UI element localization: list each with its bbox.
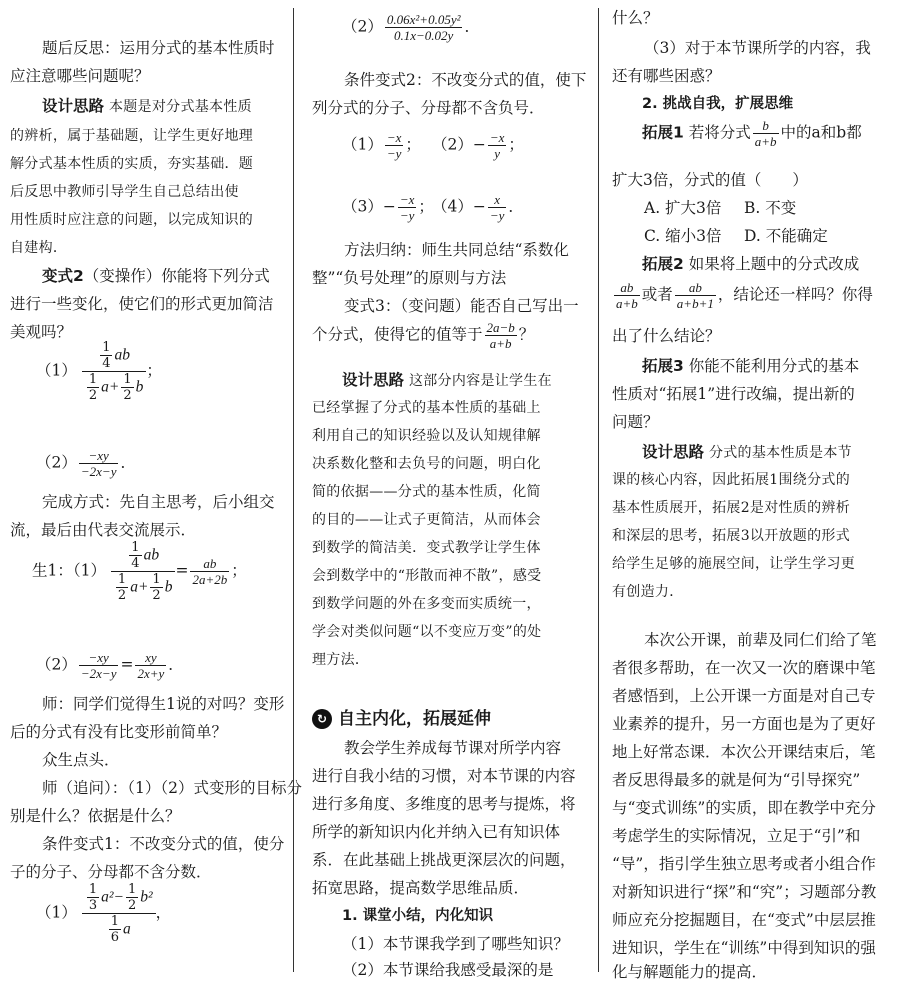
variant2-expression-1: （1） $\frac{1}{4}$ ab $\frac{1}{2}$ a+ $\frac{1}{2}$ b ； [36,340,162,403]
design-line: 和深层的思考，拓展3以开放题的形式 [612,528,851,544]
design-line: 学会对类似问题“以不变应万变”的处 [312,624,542,640]
extension-3-line: 性质对“拓展1”进行改编，提出新的 [612,385,855,403]
design-line: 到数学问题的外在多变而实质统一， [312,596,541,612]
column-divider-2 [598,8,599,972]
closing-line: 者感悟到，上公开课一方面是对自己专 [612,687,876,705]
variant2-line-3: 美观吗？ [10,323,73,341]
condition2-expr-2: （2）− $\frac{-x}{y}$ ； [432,130,524,161]
question-2-end: 什么？ [612,9,659,27]
condition2-line-1: 条件变式2：不改变分式的值，使下 [344,71,587,89]
design-line: 利用自己的知识经验以及认知规律解 [312,428,541,444]
extension-1: 拓展1 若将分式 $\frac{b}{a+b}$ 中的a和b都 [642,118,862,149]
design-line: 基本性质展开，拓展2是对性质的辨析 [612,500,851,516]
column-2 [312,0,590,979]
condition1-expression-2: （2） $\frac{\text{0.06x²+0.05y²}}{0.1x-0.02y}$ ． [342,12,480,43]
method-line-1: 方法归纳：师生共同总结“系数化 [344,241,569,259]
option-d: D. 不能确定 [744,227,828,245]
design-line: 理方法． [312,652,370,668]
condition2-line-2: 列分式的分子、分母都不含负号． [312,99,545,117]
design-line: 用性质时应注意的问题，以完成知识的 [10,212,254,228]
variant2-expression-2: （2） $\frac{-xy}{-2x-y}$ ． [36,448,136,479]
closing-line: “导”，指引学生独立思考或者小组合作 [612,855,876,873]
design-line: 课的核心内容，因此拓展1围绕分式的 [612,472,851,488]
question-2: （2）本节课给我感受最深的是 [342,961,554,979]
column-1 [10,0,302,975]
design-line: 自建构． [10,240,68,256]
variant3-line-1: 变式3：（变问题）能否自己写出一 [344,297,579,315]
closing-line: 师应充分挖掘题目，在“变式”中层层推 [612,911,876,929]
extension-3: 拓展3 你能不能利用分式的基本 [642,357,860,375]
option-a: A. 扩大3倍 [644,199,722,217]
reflection-line-1: 题后反思：运用分式的基本性质时 [42,39,275,57]
design-line: 会到数学中的“形散而神不散”，感受 [312,568,542,584]
design-line: 的目的——让式子更简洁，从而体会 [312,512,541,528]
condition1-line-1: 条件变式1：不改变分式的值，使分 [42,835,285,853]
subheading-summary: 1. 课堂小结，内化知识 [342,908,494,924]
closing-line: 业素养的提升，另一方面也是为了更好 [612,715,876,733]
closing-line: 与“变式训练”的实质，即在教学中充分 [612,799,876,817]
question-1: （1）本节课我学到了哪些知识？ [342,935,569,953]
complete-line-2: 流，最后由代表交流展示． [10,521,197,539]
method-line-2: 整”“负号处理”的原则与方法 [312,269,507,287]
column-divider-1 [293,8,294,972]
teacher-line-2: 后的分式有没有比变形前简单？ [10,723,228,741]
design-line: 决系数化整和去负号的问题，明白化 [312,456,541,472]
teacher-followup-1: 师（追问）：（1）（2）式变形的目标分 [42,779,302,797]
extension-1-line-2: 扩大3倍，分式的值（ ） [612,171,808,189]
intro-line: 系．在此基础上挑战更深层次的问题， [312,851,576,869]
closing-line: 者很多帮助，在一次又一次的磨课中笔 [612,659,876,677]
closing-line: 化与解题能力的提高． [612,963,768,981]
extension-2: 拓展2 如果将上题中的分式改成 [642,255,860,273]
design-line: 后反思中教师引导学生自己总结出使 [10,184,239,200]
extension-2-line-2: $\frac{ab}{a+b}$ 或者 $\frac{ab}{a+b+1}$ ，结论还一样吗？你得 [616,280,873,311]
question-3-line-1: （3）对于本节课所学的内容，我 [644,39,871,57]
intro-line: 进行自我小结的习惯，对本节课的内容 [312,767,576,785]
option-c: C. 缩小3倍 [644,227,722,245]
condition2-expr-4: （4）− $\frac{x}{-y}$ ． [432,192,524,223]
design-label: 设计思路 [42,97,105,115]
complete-line-1: 完成方式：先自主思考，后小组交 [42,493,275,511]
design-line: 到数学的简洁美．变式教学让学生体 [312,540,541,556]
closing-line: 者反思得最多的就是何为“引导探究” [612,771,861,789]
design-line: 有创造力． [612,584,684,600]
variant3-line-2: 个分式，使得它的值等于 $\frac{2a-b}{a+b}$ ？ [312,320,535,351]
closing-line: 进知识，学生在“训练”中得到知识的强 [612,939,876,957]
condition1-line-2: 子的分子、分母都不含分数． [10,863,212,881]
design-para-1: 设计思路 本题是对分式基本性质 [42,97,252,115]
question-3-line-2: 还有哪些困惑？ [612,67,721,85]
closing-line: 考虑学生的实际情况，立足于“引”和 [612,827,861,845]
design-line: 已经掌握了分式的基本性质的基础上 [312,400,541,416]
closing-line: 地上好常态课．本次公开课结束后，笔 [612,743,876,761]
condition2-expr-1: （1） $\frac{-x}{-y}$ ； [342,130,421,161]
design-line: 给学生足够的施展空间，让学生学习更 [612,556,856,572]
extension-3-line: 问题？ [612,413,659,431]
design-line: 的辨析，属于基础题，让学生更好地理 [10,128,254,144]
refresh-icon: ↻ [312,709,332,729]
design-line: 解分式基本性质的实质，夯实基础．题 [10,156,254,172]
design-line: 简的依据——分式的基本性质，化简 [312,484,541,500]
closing-line: 本次公开课，前辈及同仁们给了笔 [644,631,877,649]
condition2-expr-3: （3）− $\frac{-x}{-y}$ ； [342,192,434,223]
teacher-line-1: 师：同学们觉得生1说的对吗？变形 [42,695,285,713]
variant2-line-2: 进行一些变化，使它们的形式更加简洁 [10,295,274,313]
condition1-expression: （1） $\frac{1}{3}$ a²− $\frac{1}{2}$ b² $\frac{1}{6}$ a ， [36,882,172,945]
section-heading: ↻ 自主内化，拓展延伸 [312,704,491,729]
design-para-3: 设计思路 分式的基本性质是本节 [642,443,852,461]
option-b: B. 不变 [744,199,797,217]
subheading-challenge: 2. 挑战自我，扩展思维 [642,96,794,112]
reflection-line-2: 应注意哪些问题呢？ [10,67,150,85]
intro-line: 进行多角度、多维度的思考与提炼，将 [312,795,576,813]
closing-line: 对新知识进行“探”和“究”；习题部分教 [612,883,877,901]
intro-line: 所学的新知识内化并纳入已有知识体 [312,823,561,841]
intro-line: 拓宽思路，提高数学思维品质． [312,879,530,897]
extension-2-line-3: 出了什么结论？ [612,327,721,345]
variant2-line-1: 变式2（变操作）你能将下列分式 [42,267,270,285]
intro-line: 教会学生养成每节课对所学内容 [344,739,562,757]
student1-answer-2: （2） $\frac{-xy}{-2x-y}$ = $\frac{xy}{2x+y}$ ． [36,650,184,681]
design-para-2: 设计思路 这部分内容是让学生在 [342,371,552,389]
student1-answer-1: 生1：（1） $\frac{1}{4}$ ab $\frac{1}{2}$ a+ $\frac{1}{2}$ b = $\frac{ab}{2a+2b}$ ； [32,540,247,603]
students-nod: 众生点头． [42,751,120,769]
teacher-followup-2: 别是什么？依据是什么？ [10,807,181,825]
column-3 [612,0,894,981]
